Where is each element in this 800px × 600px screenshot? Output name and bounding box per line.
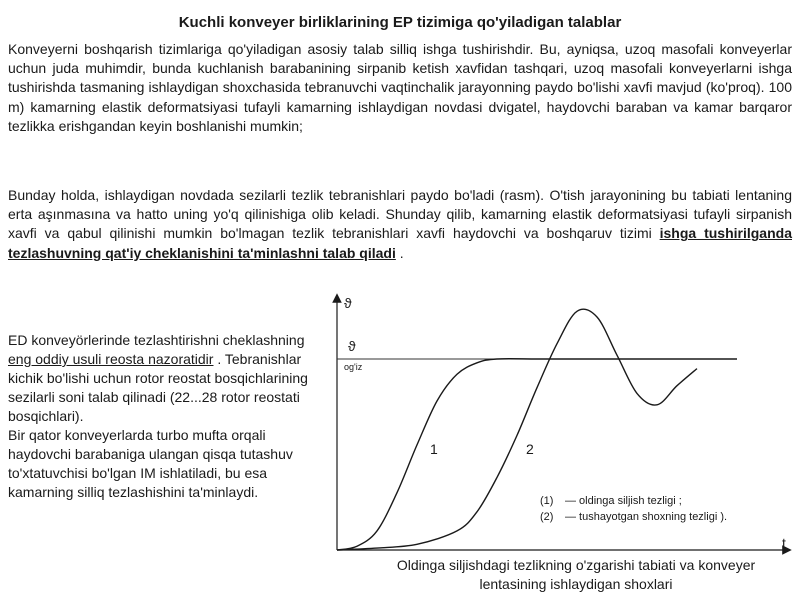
paragraph-1: Konveyerni boshqarish tizimlariga qo'yiladigan asosiy talab silliq ishga tushirishdir. Bu, ayniqsa, uzoq masofali konveyerlar uchun juda muhimdir, bunda kuchlanish barabanining sirpanib ketish xavfidan tashqari, uzoq masofali konveyerlarni ishga tushirishda tasmaning ishlaydigan shoxchasida tebranuvchi vaqtinchalik jarayonning paydo bo'lishi xavfi mavjud (ko'proq). 100 m) kamarning elastik deformatsiyasi tufayli kamarning ishlaydigan novdasi dvigatel, haydovchi baraban va kamar barqaror tezlikka erishgandan keyin boshlanishi mumkin;: [8, 41, 792, 134]
page-title: Kuchli konveyer birliklarining EP tizimiga qo'yiladigan talablar: [178, 14, 622, 31]
legend-key-2: (2): [540, 511, 554, 523]
sidebar-text-c: Bir qator konveyerlarda turbo mufta orqali haydovchi barabaniga ulangan qisqa tutashuv to'xtatuvchisi bo'lgan IM ishlatiladi, bu esa kamarning silliq tezlashishini ta'minlaydi.: [8, 427, 293, 500]
paragraph-2-text: Bunday holda, ishlaydigan novdada sezilarli tezlik tebranishlari paydo bo'ladi (rasm). O'tish jarayonining bu tabiati lentaning erta aşınmasına va hatto uning yo'q qilinishiga olib keladi. Shunday qilib, kamarning elastik deformatsiyasi tufayli sirpanish xavfi va qabul qilinishi mumkin bo'lmagan tezlik tebranishlari xavfi haydovchi va boshqaruv tizimi: [8, 187, 792, 242]
y-axis-label: ϑ: [344, 295, 352, 311]
paragraph-2-underlined: ishga tushirilganda tezlashuvning qat'iy cheklanishini ta'minlashni talab qiladi: [8, 225, 792, 261]
sidebar-text-a: ED konveyörlerinde tezlashtirishni cheklashning: [8, 332, 305, 348]
reference-label: ϑ: [348, 338, 356, 354]
x-axis-label: t: [782, 535, 786, 551]
legend-text-1: — oldinga siljish tezligi ;: [565, 495, 682, 507]
velocity-chart: [325, 290, 795, 560]
paragraph-2-end: .: [395, 244, 404, 261]
series-2-label: 2: [526, 441, 534, 457]
sidebar-text-b: . Tebranishlar kichik bo'lishi uchun rotor reostat bosqichlarining sezilarli soni talab qilinadi (22...28 rotor reostati bosqichlari).: [8, 351, 308, 424]
sidebar-underlined: eng oddiy usuli reosta nazoratidir: [8, 351, 214, 367]
chart-caption: Oldinga siljishdagi tezlikning o'zgarishi tabiati va konveyer lentasining ishlaydigan shoxlari: [396, 557, 756, 592]
series-1-label: 1: [430, 441, 438, 457]
paragraph-2: [8, 186, 792, 263]
sidebar-text: [8, 331, 318, 502]
reference-sublabel: og'iz: [344, 362, 363, 372]
legend-key-1: (1): [540, 495, 554, 507]
legend-text-2: — tushayotgan shoxning tezligi ).: [565, 511, 728, 523]
